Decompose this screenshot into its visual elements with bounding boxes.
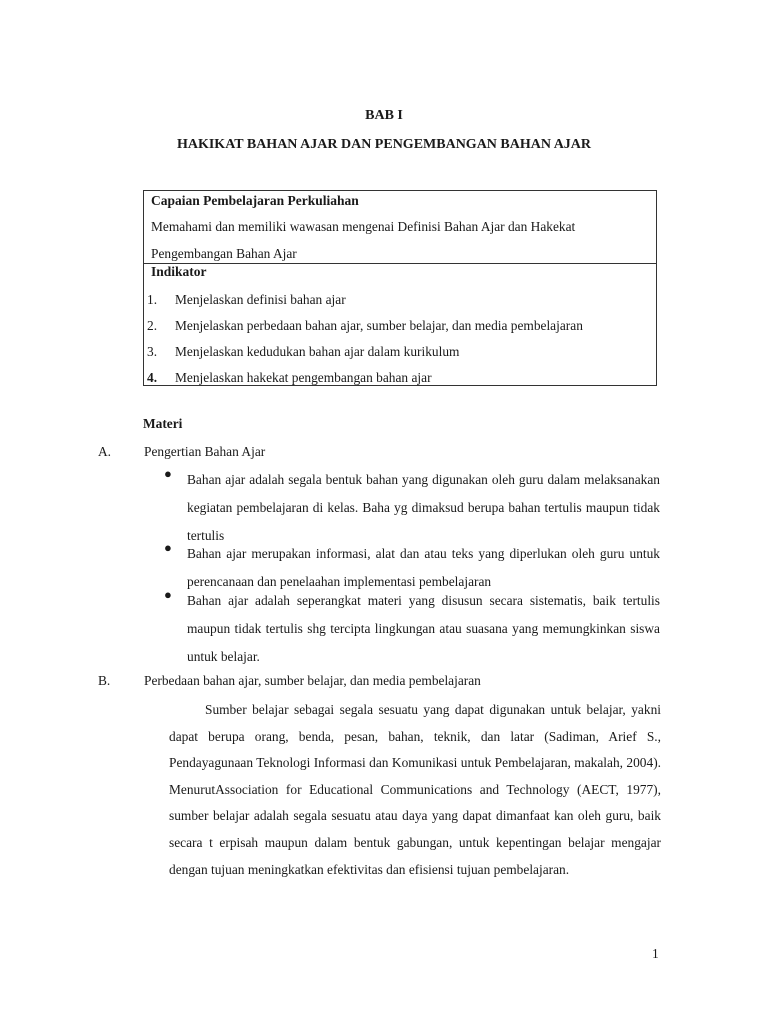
indicator-label: Menjelaskan kedudukan bahan ajar dalam kurikulum: [175, 344, 460, 359]
indicator-number: 1.: [147, 292, 158, 307]
indicator-label: Menjelaskan definisi bahan ajar: [175, 292, 346, 307]
bullet-icon: ●: [164, 540, 172, 555]
page-number: 1: [652, 946, 659, 961]
indicator-heading: Indikator: [151, 264, 207, 279]
indicator-number: 2.: [147, 318, 158, 333]
indicator-label: Menjelaskan perbedaan bahan ajar, sumber belajar, dan media pembelajaran: [175, 318, 583, 333]
bullet-icon: ●: [164, 466, 172, 481]
learning-outcome-heading: Capaian Pembelajaran Perkuliahan: [151, 193, 359, 208]
indicator-label: Menjelaskan hakekat pengembangan bahan ajar: [175, 370, 432, 385]
indicator-number: 4.: [147, 370, 158, 385]
indicator-number: 3.: [147, 344, 158, 359]
bullet-text: Bahan ajar merupakan informasi, alat dan atau teks yang diperlukan oleh guru untuk perencanaan dan penelaahan implementasi pembelajaran: [187, 546, 660, 589]
section-title: Pengertian Bahan Ajar: [144, 444, 266, 459]
section-letter: A.: [98, 444, 112, 459]
chapter-title: HAKIKAT BAHAN AJAR DAN PENGEMBANGAN BAHAN AJAR: [176, 137, 592, 152]
section-title: Perbedaan bahan ajar, sumber belajar, dan media pembelajaran: [144, 673, 481, 688]
body-paragraph: Sumber belajar sebagai segala sesuatu yang dapat digunakan untuk belajar, yakni dapat berupa orang, benda, pesan, bahan, teknik, dan latar (Sadiman, Arief S., Pendayagunaan Teknologi Informasi dan Komunikasi untuk Pembelajaran, makalah, 2004). MenurutAssociation for Educational Communications and Technology (AECT, 1977), sumber belajar adalah segala sesuatu atau daya yang dapat dimanfaat kan oleh guru, baik secara t erpisah maupun dalam bentuk gabungan, untuk kepentingan belajar mengajar dengan tujuan meningkatkan efektivitas dan efisiensi tujuan pembelajaran.: [169, 702, 661, 877]
learning-outcome-section: [144, 191, 656, 263]
bullet-text: Bahan ajar adalah segala bentuk bahan yang digunakan oleh guru dalam melaksanakan kegiatan pembelajaran di kelas. Baha yg dimaksud berupa bahan tertulis maupun tidak tertulis: [187, 472, 660, 543]
bullet-icon: ●: [164, 587, 172, 602]
indicator-section: [144, 263, 656, 388]
learning-outcome-text: Memahami dan memiliki wawasan mengenai Definisi Bahan Ajar dan Hakekat Pengembangan Bahan Ajar: [151, 219, 576, 261]
learning-outcomes-box: [143, 190, 657, 386]
materi-heading: Materi: [143, 416, 183, 431]
bullet-text: Bahan ajar adalah seperangkat materi yang disusun secara sistematis, baik tertulis maupun tidak tertulis shg tercipta lingkungan atau suasana yang memungkinkan siswa untuk belajar.: [187, 593, 660, 664]
section-letter: B.: [98, 673, 111, 688]
chapter-number: BAB I: [365, 108, 403, 123]
